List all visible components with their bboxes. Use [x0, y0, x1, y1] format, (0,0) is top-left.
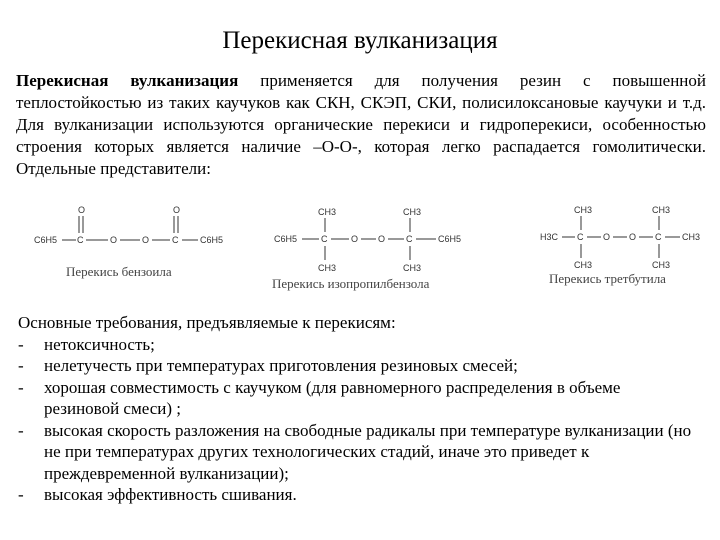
requirement-item: - хорошая совместимость с каучуком (для равномерного распределения в объеме резиновой смеси) ;	[18, 377, 698, 420]
structures-figure	[0, 196, 720, 300]
requirement-item: - высокая эффективность сшивания.	[18, 484, 698, 506]
caption-tbutyl-peroxide: Перекись третбутила	[549, 271, 666, 286]
benzoyl-left-group: C6H5	[34, 235, 58, 245]
tbutyl-ch3-top2: CH3	[652, 205, 671, 215]
cumyl-right-group: C6H5	[438, 234, 462, 244]
benzoyl-right-group: C6H5	[200, 235, 224, 245]
intro-bold-term: Перекисная вулканизация	[16, 71, 239, 90]
cumyl-ch3-top2: CH3	[403, 207, 422, 217]
tbutyl-left-group: H3C	[540, 232, 559, 242]
benzoyl-c2: C	[172, 235, 179, 245]
intro-text: применяется для получения резин с повышенной теплостойкостью из таких каучуков как СКН, СКЭП, СКИ, полисилоксановые каучуки и т.д. Для вулканизации используются органические перекиси и гидроперекиси, особенностью строения которых является наличие –О-О-, которая легко распадается гомолитически. Отдельные представители:	[16, 71, 706, 178]
cumyl-ch3-bottom2: CH3	[403, 263, 422, 273]
cumyl-o2: O	[378, 234, 386, 244]
requirements-list	[18, 334, 698, 506]
requirement-item: - нетоксичность;	[18, 334, 698, 356]
tbutyl-ch3-bottom1: CH3	[574, 260, 593, 270]
tbutyl-o1: O	[603, 232, 611, 242]
cumyl-left-group: C6H5	[274, 234, 298, 244]
requirement-item: - нелетучесть при температурах приготовления резиновых смесей;	[18, 355, 698, 377]
tbutyl-o2: O	[629, 232, 637, 242]
cumyl-o1: O	[351, 234, 359, 244]
caption-benzoyl-peroxide: Перекись бензоила	[66, 264, 172, 279]
slide-title: Перекисная вулканизация	[222, 27, 498, 54]
benzoyl-o1: O	[110, 235, 118, 245]
cumyl-c2: C	[406, 234, 413, 244]
tbutyl-ch3-top1: CH3	[574, 205, 593, 215]
benzoyl-c1: C	[77, 235, 84, 245]
tbutyl-c2: C	[655, 232, 662, 242]
cumyl-ch3-top1: CH3	[318, 207, 337, 217]
requirement-item: - высокая скорость разложения на свободные радикалы при температуре вулканизации (но не при температурах других технологических стадий, иначе это приведет к преждевременной вулканизации);	[18, 420, 698, 485]
requirements-block	[18, 312, 698, 506]
benzoyl-o2: O	[142, 235, 150, 245]
benzoyl-o-top2: O	[173, 205, 181, 215]
tbutyl-c1: C	[577, 232, 584, 242]
cumyl-ch3-bottom1: CH3	[318, 263, 337, 273]
tbutyl-right-group: CH3	[682, 232, 701, 242]
requirements-heading: Основные требования, предъявляемые к перекисям:	[18, 313, 396, 332]
benzoyl-o-top1: O	[78, 205, 86, 215]
chemical-structures	[0, 196, 720, 300]
caption-cumyl-peroxide: Перекись изопропилбензола	[272, 276, 430, 291]
cumyl-c1: C	[321, 234, 328, 244]
intro-paragraph	[16, 70, 706, 180]
tbutyl-ch3-bottom2: CH3	[652, 260, 671, 270]
